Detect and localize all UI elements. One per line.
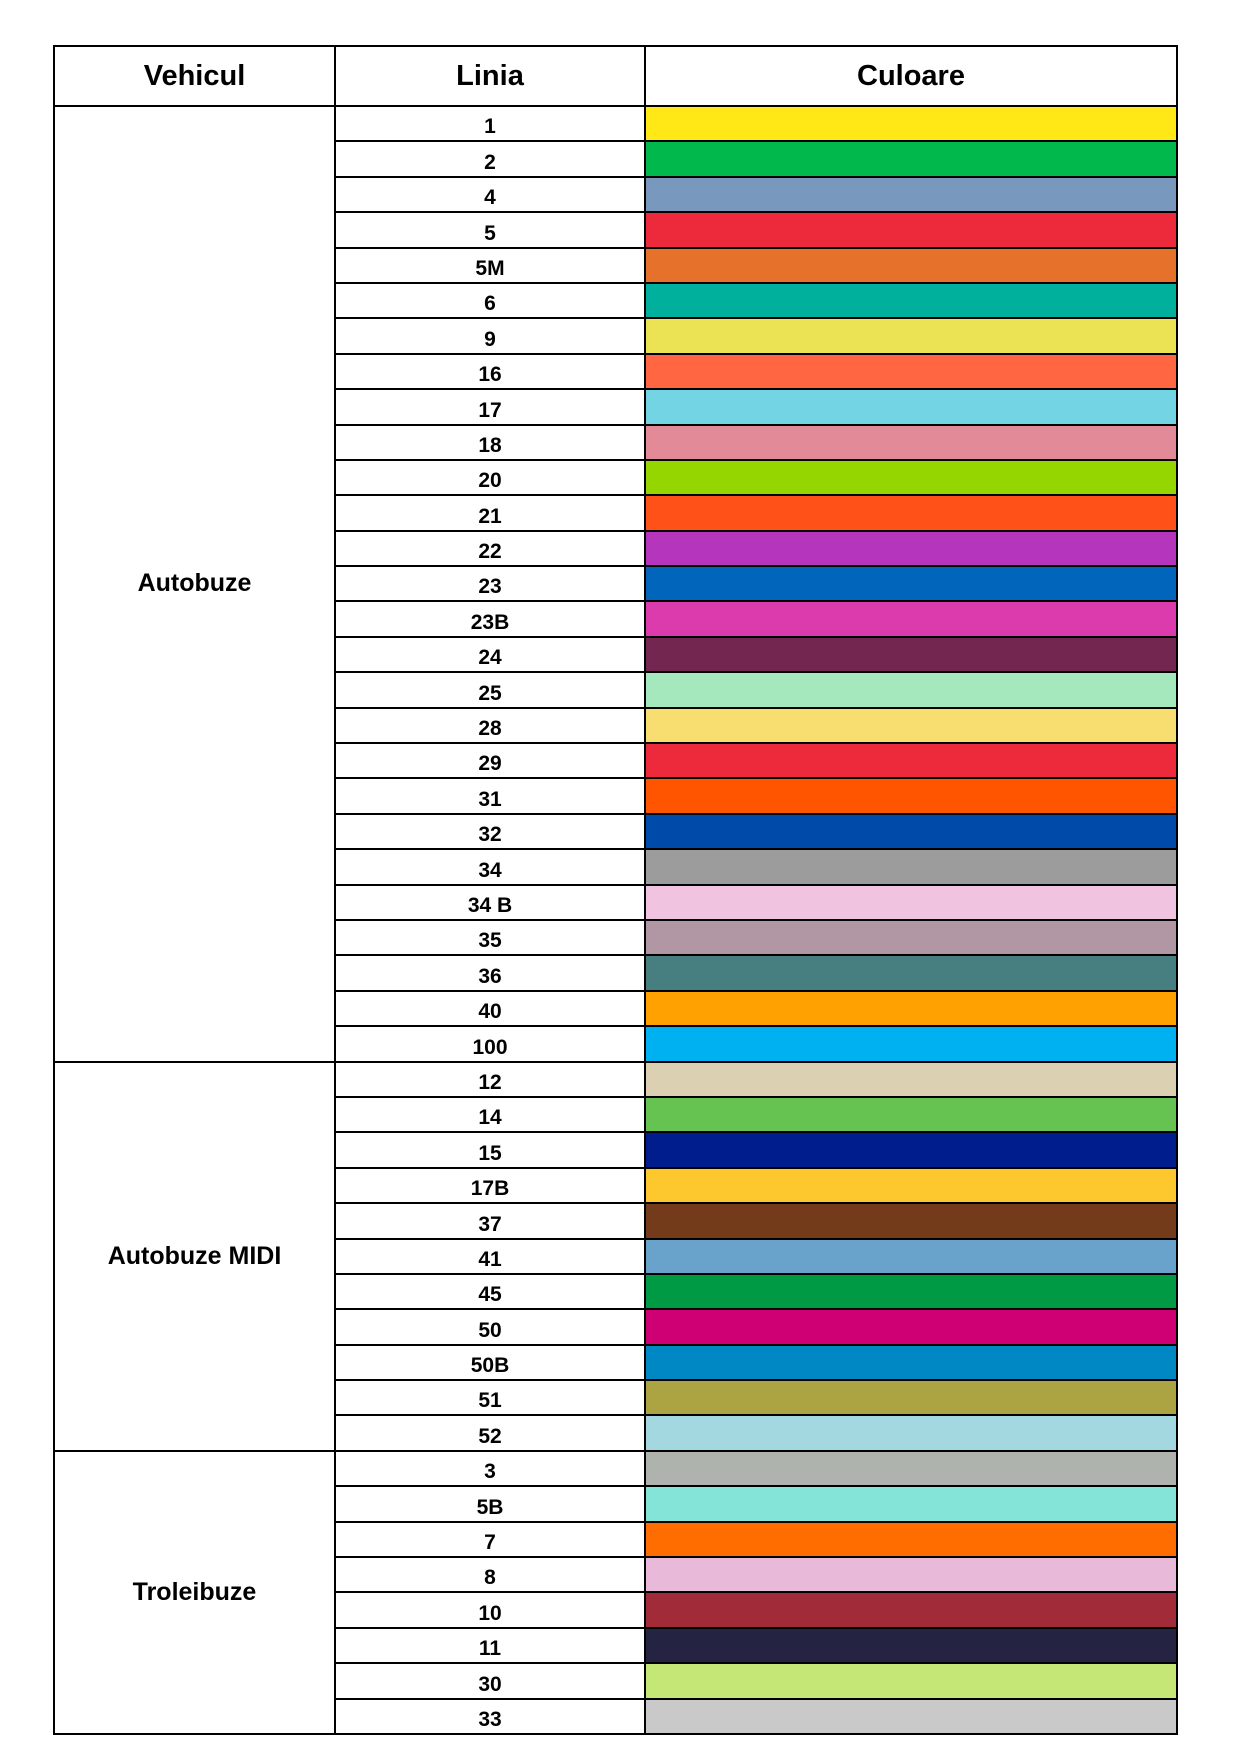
line-color-swatch — [645, 212, 1177, 247]
line-color-swatch — [645, 283, 1177, 318]
line-color-swatch — [645, 778, 1177, 813]
line-color-swatch — [645, 141, 1177, 176]
line-number: 3 — [335, 1451, 645, 1486]
line-color-swatch — [645, 920, 1177, 955]
line-color-swatch — [645, 1522, 1177, 1557]
line-color-swatch — [645, 460, 1177, 495]
line-number: 45 — [335, 1274, 645, 1309]
line-color-swatch — [645, 1486, 1177, 1521]
line-color-swatch — [645, 637, 1177, 672]
line-number: 14 — [335, 1097, 645, 1132]
line-number: 28 — [335, 708, 645, 743]
header-row — [54, 46, 1177, 106]
table-row — [54, 1062, 1177, 1097]
line-number: 8 — [335, 1557, 645, 1592]
line-color-swatch — [645, 106, 1177, 141]
line-color-swatch — [645, 1239, 1177, 1274]
line-number: 25 — [335, 672, 645, 707]
vehicle-group-label: Autobuze — [54, 106, 335, 1062]
line-color-swatch — [645, 672, 1177, 707]
line-color-swatch — [645, 531, 1177, 566]
line-number: 41 — [335, 1239, 645, 1274]
line-color-swatch — [645, 1592, 1177, 1627]
line-color-swatch — [645, 1203, 1177, 1238]
line-number: 36 — [335, 955, 645, 990]
line-number: 20 — [335, 460, 645, 495]
line-number: 51 — [335, 1380, 645, 1415]
line-color-swatch — [645, 849, 1177, 884]
line-color-swatch — [645, 601, 1177, 636]
line-color-swatch — [645, 1699, 1177, 1734]
line-number: 5M — [335, 248, 645, 283]
line-color-swatch — [645, 354, 1177, 389]
line-number: 16 — [335, 354, 645, 389]
line-number: 33 — [335, 1699, 645, 1734]
header-line: Linia — [335, 46, 645, 106]
line-number: 9 — [335, 318, 645, 353]
line-number: 18 — [335, 425, 645, 460]
header-color: Culoare — [645, 46, 1177, 106]
line-color-swatch — [645, 318, 1177, 353]
line-color-swatch — [645, 1345, 1177, 1380]
line-number: 17B — [335, 1168, 645, 1203]
vehicle-group-label: Autobuze MIDI — [54, 1062, 335, 1451]
line-number: 15 — [335, 1132, 645, 1167]
line-number: 50 — [335, 1309, 645, 1344]
line-number: 34 B — [335, 885, 645, 920]
line-number: 6 — [335, 283, 645, 318]
line-number: 5 — [335, 212, 645, 247]
line-number: 12 — [335, 1062, 645, 1097]
line-number: 5B — [335, 1486, 645, 1521]
line-color-swatch — [645, 248, 1177, 283]
line-color-swatch — [645, 991, 1177, 1026]
line-number: 29 — [335, 743, 645, 778]
line-number: 1 — [335, 106, 645, 141]
line-color-swatch — [645, 1168, 1177, 1203]
line-number: 10 — [335, 1592, 645, 1627]
line-number: 30 — [335, 1663, 645, 1698]
line-number: 7 — [335, 1522, 645, 1557]
line-color-swatch — [645, 1026, 1177, 1061]
vehicle-group-label: Troleibuze — [54, 1451, 335, 1734]
line-color-swatch — [645, 1663, 1177, 1698]
line-color-swatch — [645, 1557, 1177, 1592]
header-vehicle: Vehicul — [54, 46, 335, 106]
line-number: 50B — [335, 1345, 645, 1380]
line-color-swatch — [645, 1415, 1177, 1450]
line-color-swatch — [645, 1062, 1177, 1097]
line-number: 52 — [335, 1415, 645, 1450]
line-number: 23B — [335, 601, 645, 636]
line-color-swatch — [645, 1380, 1177, 1415]
line-color-swatch — [645, 177, 1177, 212]
line-number: 11 — [335, 1628, 645, 1663]
line-color-swatch — [645, 1132, 1177, 1167]
line-color-swatch — [645, 708, 1177, 743]
line-color-swatch — [645, 955, 1177, 990]
line-number: 31 — [335, 778, 645, 813]
line-number: 34 — [335, 849, 645, 884]
line-number: 2 — [335, 141, 645, 176]
table-row — [54, 106, 1177, 141]
line-color-swatch — [645, 1628, 1177, 1663]
line-color-swatch — [645, 1274, 1177, 1309]
table-body — [54, 106, 1177, 1734]
line-color-swatch — [645, 885, 1177, 920]
line-number: 21 — [335, 495, 645, 530]
line-number: 23 — [335, 566, 645, 601]
line-number: 4 — [335, 177, 645, 212]
line-color-swatch — [645, 389, 1177, 424]
line-number: 22 — [335, 531, 645, 566]
line-color-swatch — [645, 1451, 1177, 1486]
table-row — [54, 1451, 1177, 1486]
line-color-swatch — [645, 1309, 1177, 1344]
line-number: 100 — [335, 1026, 645, 1061]
line-number: 37 — [335, 1203, 645, 1238]
line-number: 24 — [335, 637, 645, 672]
line-number: 32 — [335, 814, 645, 849]
line-color-swatch — [645, 814, 1177, 849]
line-color-swatch — [645, 495, 1177, 530]
line-color-swatch — [645, 425, 1177, 460]
line-color-swatch — [645, 1097, 1177, 1132]
line-number: 40 — [335, 991, 645, 1026]
color-legend-table — [53, 45, 1178, 1735]
line-color-swatch — [645, 566, 1177, 601]
line-color-swatch — [645, 743, 1177, 778]
line-number: 35 — [335, 920, 645, 955]
line-number: 17 — [335, 389, 645, 424]
